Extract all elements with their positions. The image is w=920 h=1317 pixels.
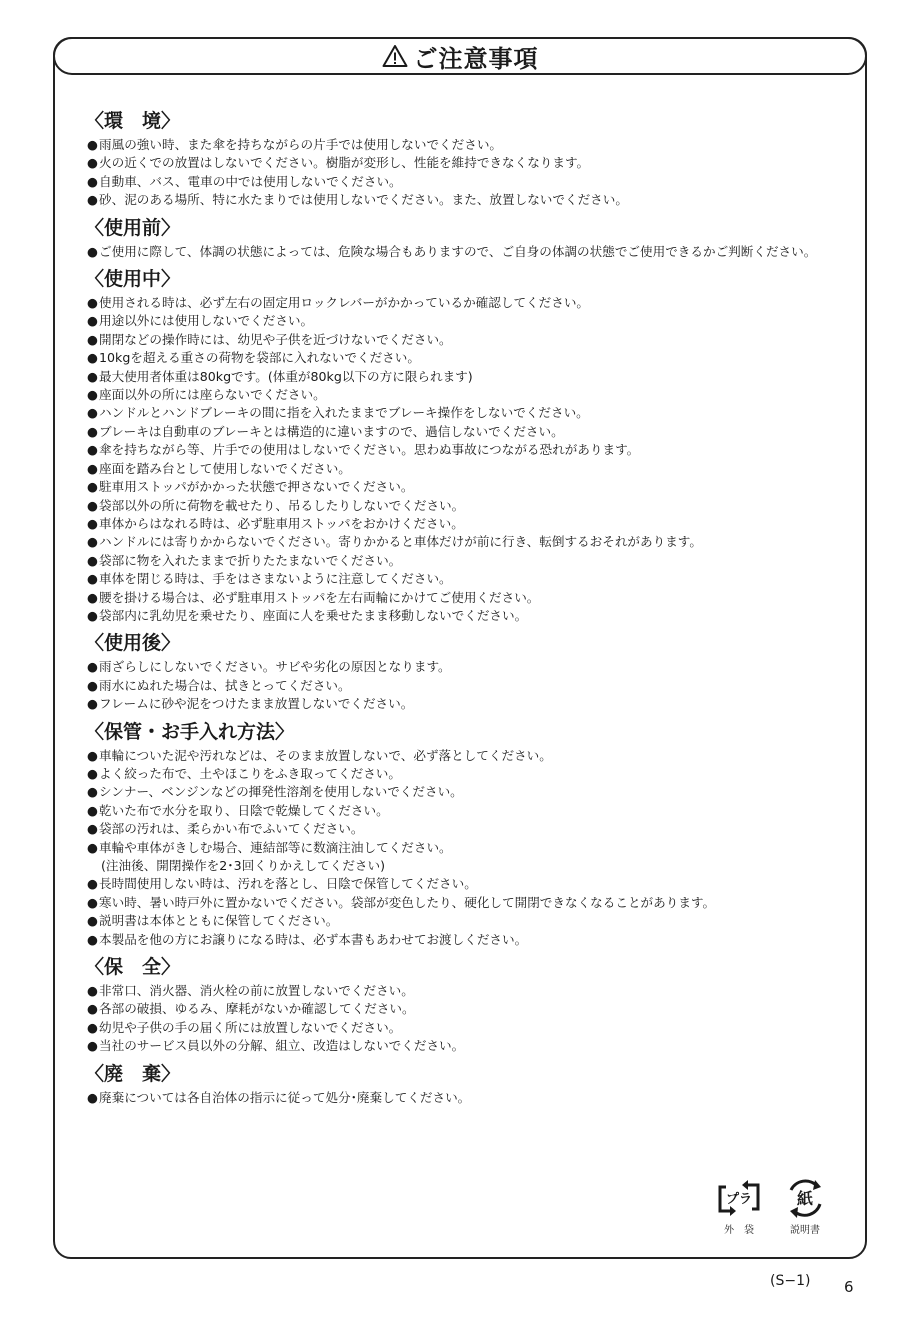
list-item: ● 非常口、消火器、消火栓の前に放置しないでください。: [87, 982, 857, 1000]
list-item: ● 袋部の汚れは、柔らかい布でふいてください。: [87, 820, 857, 838]
list-item: ● 乾いた布で水分を取り、日陰で乾燥してください。: [87, 802, 857, 820]
bullet: ●: [87, 696, 98, 712]
section-environment: [87, 108, 857, 210]
plastic-recycle-icon: [716, 1178, 762, 1218]
list-item-note: (注油後、開閉操作を2･3回くりかえしてください): [101, 858, 386, 873]
item-list: [87, 747, 857, 949]
bullet: ●: [87, 423, 98, 439]
paper-recycle-icon: [782, 1178, 828, 1218]
bullet: ●: [87, 983, 98, 999]
list-item: ● 最大使用者体重は80kgです。(体重が80kg以下の方に限られます): [87, 368, 857, 386]
list-item: ● シンナー、ベンジンなどの揮発性溶剤を使用しないでください。: [87, 783, 857, 801]
bullet: ●: [87, 350, 98, 366]
list-item: ● 自動車、バス、電車の中では使用しないでください。: [87, 173, 857, 191]
list-item: ● 寒い時、暑い時戸外に置かないでください。袋部が変色したり、硬化して開閉できなくなることがあります。: [87, 894, 857, 912]
notice-content: [87, 108, 857, 1112]
bullet: ●: [87, 405, 98, 421]
bullet: ●: [87, 839, 98, 855]
section-heading: 〈使用後〉: [85, 632, 181, 655]
list-item: ● 袋部に物を入れたままで折りたたまないでください。: [87, 552, 857, 570]
bullet: ●: [87, 571, 98, 587]
list-item: ● 駐車用ストッパがかかった状態で押さないでください。: [87, 478, 857, 496]
page-number: 6: [844, 1278, 854, 1296]
bullet: ●: [87, 747, 98, 763]
list-item: ● 座面以外の所には座らないでください。: [87, 386, 857, 404]
list-item: ● 幼児や子供の手の届く所には放置しないでください。: [87, 1019, 857, 1037]
list-item: ● よく絞った布で、土やほこりをふき取ってください。: [87, 765, 857, 783]
bullet: ●: [87, 192, 98, 208]
bullet: ●: [87, 1001, 98, 1017]
item-list: [87, 1089, 857, 1107]
list-item: ● ご使用に際して、体調の状態によっては、危険な場合もありますので、ご自身の体調の状態でご使用できるかご判断ください。: [87, 243, 839, 261]
title-bar: [53, 37, 867, 75]
bullet: ●: [87, 534, 98, 550]
list-item: ● 各部の破損、ゆるみ、摩耗がないか確認してください。: [87, 1000, 857, 1018]
item-list: [87, 294, 857, 625]
section-disposal: [87, 1061, 857, 1107]
section-safety: [87, 954, 857, 1056]
list-item: ● 袋部以外の所に荷物を載せたり、吊るしたりしないでください。: [87, 497, 857, 515]
list-item: ● 車体からはなれる時は、必ず駐車用ストッパをおかけください。: [87, 515, 857, 533]
warning-icon: [382, 44, 408, 68]
list-item: ● 使用される時は、必ず左右の固定用ロックレバーがかかっているか確認してください。: [87, 294, 857, 312]
list-item: ● 座面を踏み台として使用しないでください。: [87, 460, 857, 478]
list-item: ● 長時間使用しない時は、汚れを落とし、日陰で保管してください。: [87, 875, 857, 893]
bullet: ●: [87, 497, 98, 513]
recycle-mark-paper: [782, 1178, 828, 1236]
section-storage-care: [87, 719, 857, 949]
list-item: ● 用途以外には使用しないでください。: [87, 312, 857, 330]
recycle-caption: 説明書: [790, 1225, 820, 1236]
list-item: ● ハンドルとハンドブレーキの間に指を入れたままでブレーキ操作をしないでください。: [87, 404, 857, 422]
list-item: ● ハンドルには寄りかからないでください。寄りかかると車体だけが前に行き、転倒するおそれがあります。: [87, 533, 857, 551]
section-heading: 〈使用中〉: [85, 268, 181, 291]
list-item: ● 傘を持ちながら等、片手での使用はしないでください。思わぬ事故につながる恐れがあります。: [87, 441, 857, 459]
bullet: ●: [87, 515, 98, 531]
list-item: ● 車体を閉じる時は、手をはさまないように注意してください。: [87, 570, 857, 588]
list-item: ● 開閉などの操作時には、幼児や子供を近づけないでください。: [87, 331, 857, 349]
list-item: ● 袋部内に乳幼児を乗せたり、座面に人を乗せたまま移動しないでください。: [87, 607, 857, 625]
list-item: ● 雨風の強い時、また傘を持ちながらの片手では使用しないでください。: [87, 136, 857, 154]
bullet: ●: [87, 765, 98, 781]
bullet: ●: [87, 894, 98, 910]
list-item: ● 雨ざらしにしないでください。サビや劣化の原因となります。: [87, 658, 857, 676]
bullet: ●: [87, 607, 98, 623]
bullet: ●: [87, 243, 98, 259]
bullet: ●: [87, 368, 98, 384]
bullet: ●: [87, 155, 98, 171]
list-item: ● 車輪や車体がきしむ場合、連結部等に数滴注油してください。: [87, 839, 857, 857]
bullet: ●: [87, 295, 98, 311]
bullet: ●: [87, 1038, 98, 1054]
bullet: ●: [87, 876, 98, 892]
section-after-use: [87, 630, 857, 713]
bullet: ●: [87, 552, 98, 568]
bullet: ●: [87, 1019, 98, 1035]
section-heading: 〈環 境〉: [85, 110, 181, 132]
list-item: ● 砂、泥のある場所、特に水たまりでは使用しないでください。また、放置しないでください。: [87, 191, 857, 209]
bullet: ●: [87, 313, 98, 329]
bullet: ●: [87, 784, 98, 800]
list-item: ● 車輪についた泥や汚れなどは、そのまま放置しないで、必ず落としてください。: [87, 747, 857, 765]
list-item: ● 腰を掛ける場合は、必ず駐車用ストッパを左右両輪にかけてご使用ください。: [87, 589, 857, 607]
section-heading: 〈使用前〉: [85, 216, 181, 239]
bullet: ●: [87, 442, 98, 458]
bullet: ●: [87, 659, 98, 675]
document-code: (S−1): [770, 1273, 811, 1289]
plastic-mark-label: プラ: [725, 1192, 753, 1207]
list-item: ● 本製品を他の方にお譲りになる時は、必ず本書もあわせてお渡しください。: [87, 931, 857, 949]
list-item: ● フレームに砂や泥をつけたまま放置しないでください。: [87, 695, 857, 713]
paper-mark-label: 紙: [796, 1189, 814, 1208]
section-heading: 〈保管・お手入れ方法〉: [85, 720, 295, 743]
bullet: ●: [87, 589, 98, 605]
list-item: ● 廃棄については各自治体の指示に従って処分･廃棄してください。: [87, 1089, 857, 1107]
bullet: ●: [87, 173, 98, 189]
bullet: ●: [87, 931, 98, 947]
list-item: ● ブレーキは自動車のブレーキとは構造的に違いますので、過信しないでください。: [87, 423, 857, 441]
bullet: ●: [87, 1089, 98, 1105]
list-item: ● 当社のサービス員以外の分解、組立、改造はしないでください。: [87, 1037, 857, 1055]
list-item: ● 10kgを超える重さの荷物を袋部に入れないでください。: [87, 349, 857, 367]
section-heading: 〈廃 棄〉: [85, 1062, 181, 1085]
bullet: ●: [87, 460, 98, 476]
bullet: ●: [87, 137, 98, 152]
bullet: ●: [87, 913, 98, 929]
section-during-use: [87, 266, 857, 625]
bullet: ●: [87, 479, 98, 495]
item-list: [87, 982, 857, 1056]
bullet: ●: [87, 802, 98, 818]
bullet: ●: [87, 331, 98, 347]
bullet: ●: [87, 677, 98, 693]
list-item: ● 雨水にぬれた場合は、拭きとってください。: [87, 677, 857, 695]
list-item: ● 説明書は本体とともに保管してください。: [87, 912, 857, 930]
item-list: [87, 658, 857, 713]
page-title: ご注意事項: [413, 44, 539, 73]
item-list: [87, 243, 857, 261]
section-heading: 〈保 全〉: [85, 956, 181, 979]
section-before-use: [87, 215, 857, 261]
recycle-mark-plastic: [716, 1178, 762, 1236]
recycle-caption: 外 袋: [724, 1225, 754, 1236]
bullet: ●: [87, 821, 98, 837]
bullet: ●: [87, 387, 98, 403]
item-list: [87, 136, 857, 210]
list-item: ● 火の近くでの放置はしないでください。樹脂が変形し、性能を維持できなくなります。: [87, 154, 857, 172]
